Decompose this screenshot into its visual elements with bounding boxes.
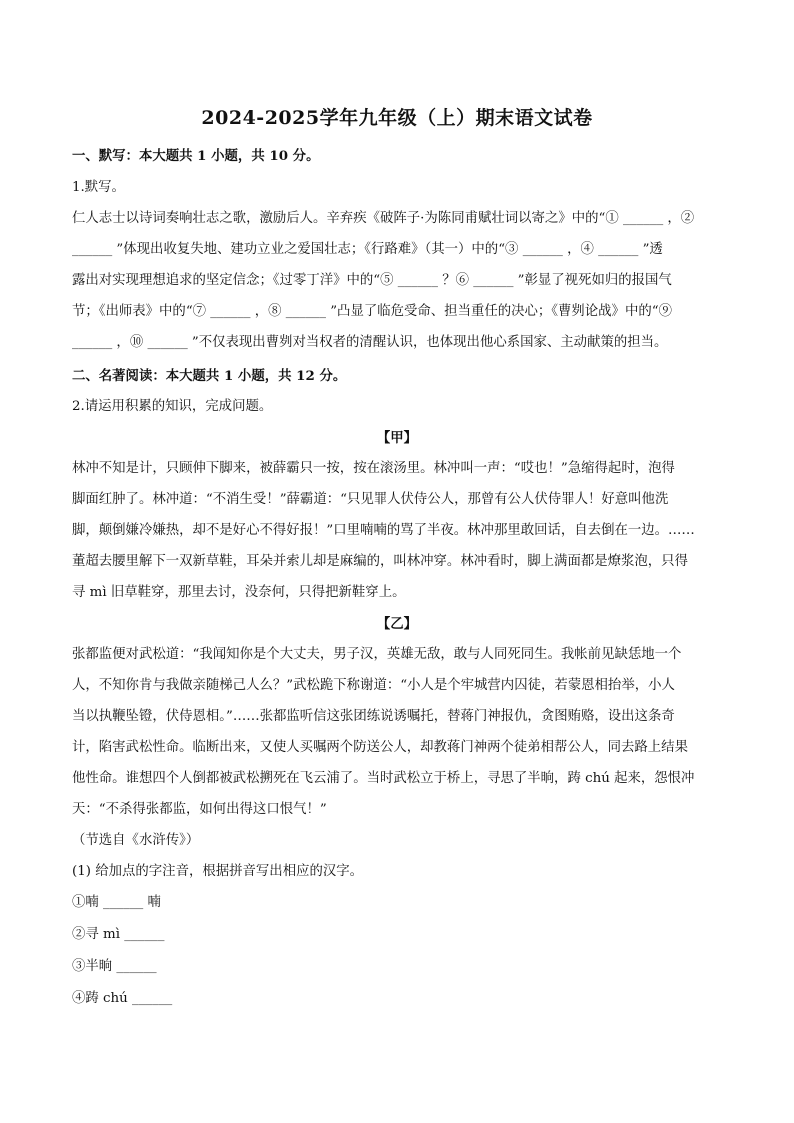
section1-text-line: ______ ”体现出收复失地、建功立业之爱国壮志；《行路难》（其一）中的“③ ______ ，④ ______ ”透 [72, 242, 663, 257]
passage-yi-line: 计，陷害武松性命。临断出来，又使人买嘱两个防送公人，却教蒋门神两个徒弟相帮公人，同去路上结果 [72, 740, 688, 755]
passage-yi-line: 人，不知你肯与我做亲随梯己人么？”武松跪下称谢道：“小人是个牢城营内囚徒，若蒙恩相抬举，小人 [72, 678, 675, 693]
section1-text-line: ______ ，⑩ ______ ”不仅表现出曹刿对当权者的清醒认识，也体现出他心系国家、主动献策的担当。 [72, 335, 668, 350]
section1-text-line: 仁人志士以诗词奏响壮志之歌，激励后人。辛弃疾《破阵子·为陈同甫赋壮词以寄之》中的“① ______ ，② [72, 211, 695, 226]
passage-jia-line: 寻 mì 旧草鞋穿，那里去讨，没奈何，只得把新鞋穿上。 [72, 585, 406, 600]
sub-question-1: (1) 给加点的字注音，根据拼音写出相应的汉字。 [72, 864, 364, 879]
answer-item: ①喃 ______ 喃 [72, 895, 161, 910]
section1-header: 一、默写：本大题共 1 小题，共 10 分。 [72, 148, 320, 164]
passage-yi-line: 天：“不杀得张都监，如何出得这口恨气！” [72, 802, 327, 817]
section1-text-line: 露出对实现理想追求的坚定信念；《过零丁洋》中的“⑤ ______ ？⑥ ______ ”彰显了视死如归的报国气 [72, 273, 672, 288]
section1-text-line: 节；《出师表》中的“⑦ ______ ，⑧ ______ ”凸显了临危受命、担当重任的决心；《曹刿论战》中的“⑨ [72, 304, 672, 319]
passage-jia-line: 脚面红肿了。林冲道：“不消生受！”薛霸道：“只见罪人伏侍公人，那曾有公人伏侍罪人！好意叫他洗 [72, 492, 669, 507]
passage-yi-label: 【乙】 [376, 616, 418, 632]
passage-yi-line: 张都监便对武松道：“我闻知你是个大丈夫，男子汉，英雄无敌，敢与人同死同生。我帐前见缺恁地一个 [72, 647, 682, 662]
answer-item: ②寻 mì ______ [72, 927, 165, 942]
question-2-label: 2.请运用积累的知识，完成问题。 [72, 399, 273, 414]
passage-jia-label: 【甲】 [376, 430, 418, 446]
passage-yi-line: 当以执鞭坠镫，伏侍恩相。”……张都监听信这张团练说诱嘱托，替蒋门神报仇，贪图贿赂，设出这条奇 [72, 709, 675, 724]
page-title: 2024-2025学年九年级（上）期末语文试卷 [201, 107, 593, 129]
question-1-label: 1.默写。 [72, 180, 125, 195]
answer-item: ③半晌 ______ [72, 959, 157, 974]
passage-jia-line: 脚，颠倒嫌冷嫌热，却不是好心不得好报！”口里喃喃的骂了半夜。林冲那里敢回话，自去倒在一边。…… [72, 523, 695, 538]
answer-item: ④踌 chú ______ [72, 991, 173, 1006]
passage-jia-line: 董超去腰里解下一双新草鞋，耳朵并索儿却是麻编的，叫林冲穿。林冲看时，脚上满面都是燎浆泡，只得 [72, 554, 688, 569]
passage-jia-line: 林冲不知是计，只顾伸下脚来，被薛霸只一按，按在滚汤里。林冲叫一声：“哎也！”急缩得起时，泡得 [72, 461, 675, 476]
passage-yi-line: 他性命。谁想四个人倒都被武松搠死在飞云浦了。当时武松立于桥上，寻思了半晌，踌 chú 起来，怨恨冲 [72, 771, 695, 786]
passage-source: （节选自《水浒传》） [72, 833, 200, 848]
section2-header: 二、名著阅读：本大题共 1 小题，共 12 分。 [72, 368, 347, 384]
